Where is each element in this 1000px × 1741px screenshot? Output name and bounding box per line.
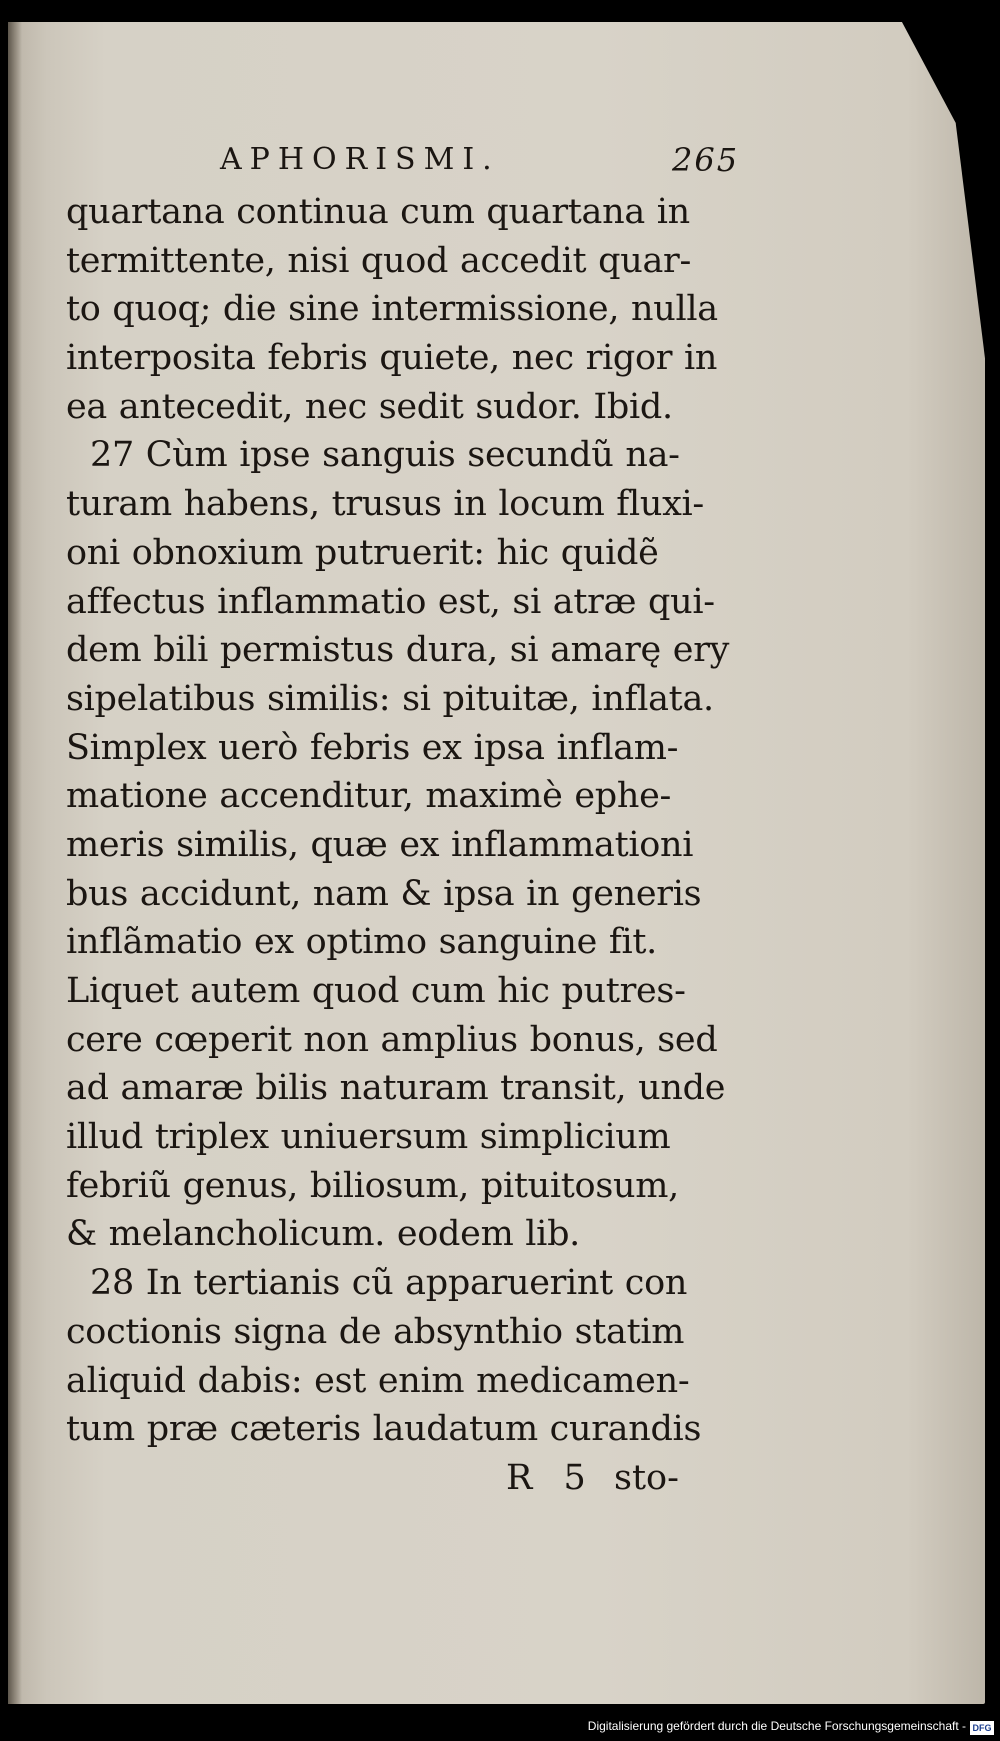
text-line: termittente, nisi quod accedit quar-	[66, 240, 692, 281]
catchword: sto-	[614, 1457, 679, 1498]
text-line: tum præ cæteris laudatum curandis	[66, 1409, 702, 1450]
signature-mark: R 5	[506, 1457, 596, 1498]
text-line: sipelatibus similis: si pituitæ, inflata.	[66, 678, 714, 719]
text-line: interposita febris quiete, nec rigor in	[66, 338, 718, 379]
running-title: APHORISMI.	[220, 142, 500, 177]
digitization-credit: Digitalisierung gefördert durch die Deutsche Forschungsgemeinschaft -	[587, 1719, 966, 1733]
text-line: affectus inflammatio est, si atræ qui-	[66, 581, 715, 622]
text-line: Simplex uerò febris ex ipsa inflam-	[66, 727, 679, 768]
text-line: dem bili permistus dura, si amarę ery	[66, 630, 730, 671]
text-line: inflãmatio ex optimo sanguine fit.	[66, 922, 657, 963]
text-line: ea antecedit, nec sedit sudor. Ibid.	[66, 386, 673, 427]
text-line: to quoq; die sine intermissione, nulla	[66, 289, 718, 330]
catchline	[66, 1454, 766, 1502]
text-line: cere cœperit non amplius bonus, sed	[66, 1019, 718, 1060]
text-line: Liquet autem quod cum hic putres-	[66, 971, 686, 1011]
text-line: ad amaræ bilis naturam transit, unde	[66, 1068, 726, 1109]
text-line: matione accenditur, maximè ephe-	[66, 776, 672, 817]
text-line: meris similis, quæ ex inflammationi	[66, 824, 694, 865]
text-line: illud triplex uniuersum simplicium	[66, 1117, 671, 1158]
text-line: quartana continua cum quartana in	[66, 192, 690, 232]
text-line: & melancholicum. eodem lib.	[66, 1214, 581, 1255]
text-line: aliquid dabis: est enim medicamen-	[66, 1360, 690, 1401]
text-line: turam habens, trusus in locum fluxi-	[66, 484, 704, 525]
text-line: febriũ genus, biliosum, pituitosum,	[66, 1165, 679, 1206]
text-line: oni obnoxium putruerit: hic quidẽ	[66, 532, 659, 573]
page-text-block	[66, 140, 766, 1502]
page-gutter-shadow	[8, 22, 22, 1704]
page-number: 265	[672, 141, 740, 179]
dfg-logo: DFG	[970, 1721, 994, 1735]
aphorism-27-start: 27 Cùm ipse sanguis secundũ na-	[90, 435, 680, 476]
aphorism-28-start: 28 In tertianis cũ apparuerint con	[90, 1263, 688, 1304]
page-header	[66, 140, 766, 188]
text-line: bus accidunt, nam & ipsa in generis	[66, 873, 702, 914]
text-line: coctionis signa de absynthio statim	[66, 1311, 685, 1352]
